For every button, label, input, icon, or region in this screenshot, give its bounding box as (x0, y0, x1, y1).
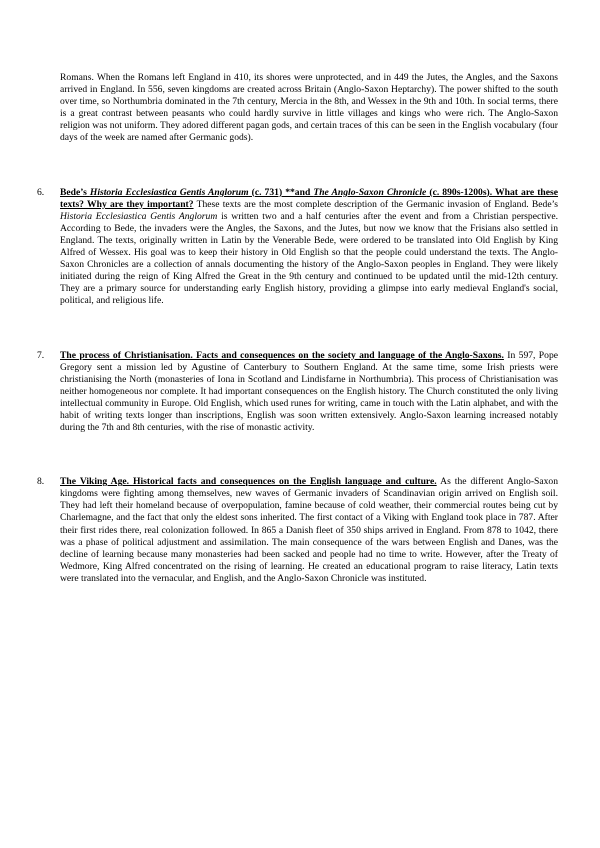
section-7 (37, 349, 558, 435)
section-8 (37, 476, 558, 585)
section-number: 6. (37, 186, 45, 198)
section-heading: The Viking Age. Historical facts and consequences on the English language and culture. (60, 476, 437, 488)
section-paragraph: Bede’s Historia Ecclesiastica Gentis Anglorum (c. 731) **and The Anglo-Saxon Chronicle (c. 890s-1200s). What are these texts? Why are they important? These texts are the most complete description of the Germanic invasion of England. Bede’s Historia Ecclesiastica Gentis Anglorum is written two and a half centuries after the event and from a Christian perspective. According to Bede, the invaders were the Angles, the Saxons, and the Jutes, but now we know that the Frisians also settled in England. The texts, originally written in Latin by the Venerable Bede, were ordered to be translated into Old English by King Alfred of Wessex. His goal was to keep their history in Old English so that the people could understand the texts. The Anglo-Saxon Chronicles are a collection of annals documenting the history of the Anglo-Saxon peoples in England. They were likely initiated during the reign of King Alfred the Great in the 9th century and continued to be updated until the mid-12th century. They are a primary source for understanding early English history, providing a glimpse into early medieval England's social, political, and religious life. (60, 186, 559, 307)
intro-paragraph: Romans. When the Romans left England in 410, its shores were unprotected, and in 449 the Jutes, the Angles, and the Saxons arrived in England. In 556, seven kingdoms are created across Britain (Anglo-Saxon Heptarchy). The power shifted to the south over time, so Northumbria dominated in the 7th century, Mercia in the 8th, and Wessex in the 9th and 10th. In social terms, there is a great contrast between peasants who could hardly survive in little villages and kings who were rich. The Anglo-Saxon religion was not uniform. They adored different pagan gods, and certain traces of this can be seen in the English vocabulary (four days of the week are named after Germanic gods). (60, 72, 558, 144)
document-page (37, 72, 559, 585)
section-6 (37, 186, 559, 308)
section-body: As the different Anglo-Saxon kingdoms were fighting among themselves, new waves of Germanic invaders of Scandinavian origin arrived on English soil. They had left their homeland because of overpopulation, famine because of cold weather, their commercial routes being cut by Charlemagne, and the fact that only the eldest sons inherited. The first contact of a Viking with England took place in 787. After their first rides there, real colonization followed. In 865 a Danish fleet of 350 ships arrived in England. From 878 to 1042, there was a phase of political adjustment and assimilation. The main consequence of the wars between English and Danes, was the decline of learning because many monasteries had been sacked and people had no time to write. However, after the Treaty of Wedmore, King Alfred concentrated on the rising of learning. He created an educational program to raise literacy, Latin texts were translated into the vernacular, and English, and the Anglo-Saxon Chronicle was instituted. (60, 476, 558, 584)
section-paragraph (60, 350, 558, 435)
section-number: 7. (37, 349, 45, 361)
section-heading: The process of Christianisation. Facts and consequences on the society and language of the Anglo-Saxons. (60, 349, 504, 361)
section-number: 8. (37, 476, 45, 488)
section-paragraph (60, 476, 558, 585)
section-body: In 597, Pope Gregory sent a mission led by Agustine of Canterbury to Southern England. At the same time, some Irish priests were christianising the North (monasteries of Iona in Scotland and Lindisfarne in Northumbria). This process of Christianisation was neither homogeneous nor complete. It had important consequences on the English history. The Church constituted the only living intellectual community in Europe. Old English, which used runes for writing, came in touch with the Latin alphabet, and with the habit of writing texts longer than inscriptions, English was soon written extensively. Anglo-Saxon learning increased notably during the 7th and 8th centuries, with the rise of monastic activity. (60, 349, 558, 434)
section-heading: Bede’s Historia Ecclesiastica Gentis Anglorum (c. 731) **and The Anglo-Saxon Chronicle (c. 890s-1200s). What are these texts? Why are they important? (60, 186, 559, 210)
